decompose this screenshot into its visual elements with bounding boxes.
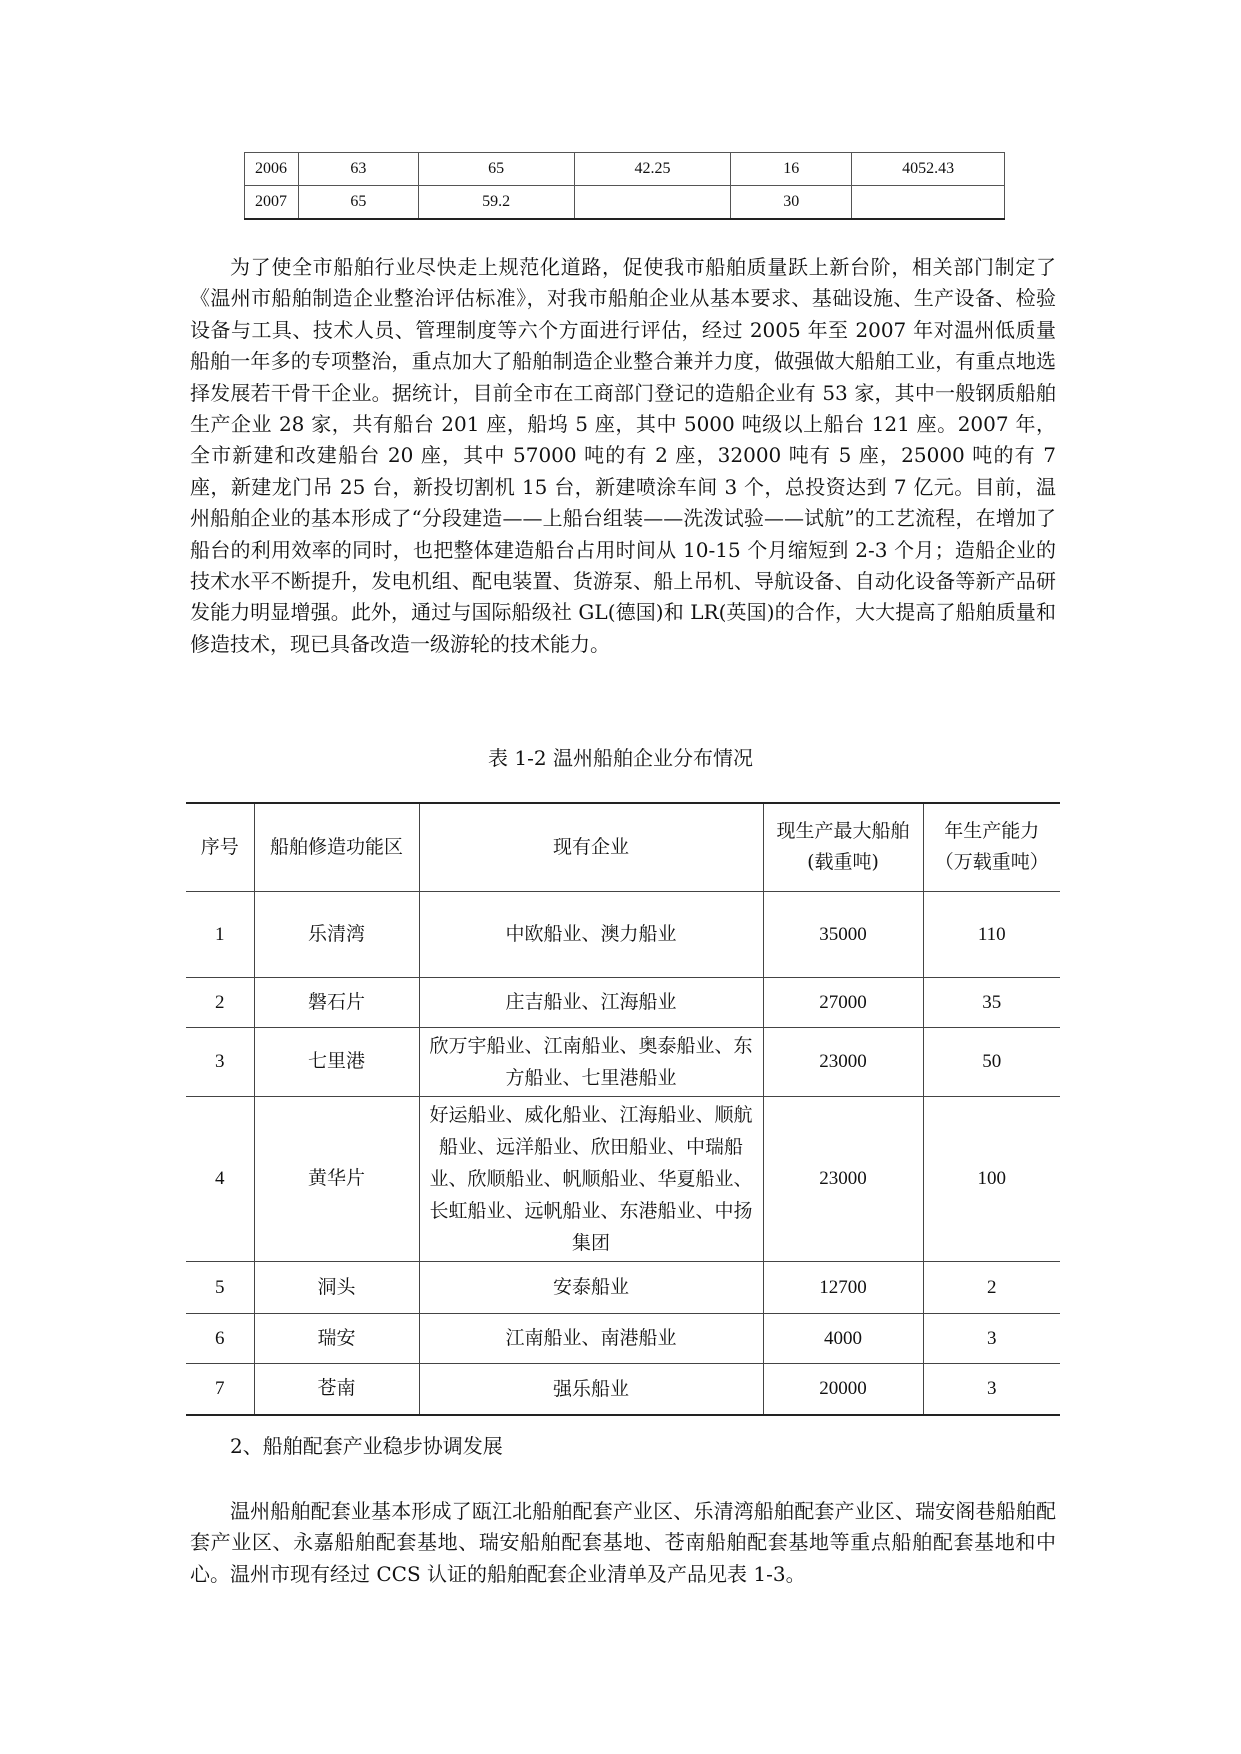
row-number: 4 (186, 1096, 254, 1261)
table-row (186, 1261, 1060, 1313)
shipbuilding-distribution-table (186, 802, 1060, 1416)
table-cell: 30 (731, 186, 852, 220)
table-cell: 63 (298, 153, 418, 186)
zone-cell: 洞头 (254, 1261, 419, 1313)
table-row (245, 153, 1005, 186)
table-cell: 65 (418, 153, 574, 186)
capacity-cell: 50 (923, 1027, 1060, 1096)
zone-cell: 瑞安 (254, 1313, 419, 1363)
max-ship-cell: 35000 (763, 891, 923, 977)
table-cell: 2007 (245, 186, 299, 220)
table-row (186, 891, 1060, 977)
max-ship-cell: 27000 (763, 977, 923, 1027)
table-cell (852, 186, 1005, 220)
max-ship-cell: 20000 (763, 1363, 923, 1415)
row-number: 7 (186, 1363, 254, 1415)
zone-cell: 磐石片 (254, 977, 419, 1027)
row-number: 1 (186, 891, 254, 977)
max-ship-cell: 4000 (763, 1313, 923, 1363)
table-row (186, 1096, 1060, 1261)
companies-cell: 中欧船业、澳力船业 (419, 891, 763, 977)
companies-cell: 强乐船业 (419, 1363, 763, 1415)
table-row (186, 977, 1060, 1027)
companies-cell: 好运船业、威化船业、江海船业、顺航船业、远洋船业、欣田船业、中瑞船业、欣顺船业、帆顺船业、华夏船业、长虹船业、远帆船业、东港船业、中扬集团 (419, 1096, 763, 1261)
zone-cell: 苍南 (254, 1363, 419, 1415)
companies-cell: 庄吉船业、江海船业 (419, 977, 763, 1027)
capacity-cell: 35 (923, 977, 1060, 1027)
capacity-cell: 2 (923, 1261, 1060, 1313)
capacity-cell: 3 (923, 1363, 1060, 1415)
row-number: 2 (186, 977, 254, 1027)
row-number: 3 (186, 1027, 254, 1096)
table-cell: 16 (731, 153, 852, 186)
companies-cell: 江南船业、南港船业 (419, 1313, 763, 1363)
column-header: 现有企业 (419, 803, 763, 891)
table-row (186, 1313, 1060, 1363)
table-cell: 4052.43 (852, 153, 1005, 186)
max-ship-cell: 23000 (763, 1027, 923, 1096)
row-number: 6 (186, 1313, 254, 1363)
row-number: 5 (186, 1261, 254, 1313)
companies-cell: 安泰船业 (419, 1261, 763, 1313)
table-cell: 2006 (245, 153, 299, 186)
column-header: 序号 (186, 803, 254, 891)
table-row (186, 1363, 1060, 1415)
body-paragraph: 温州船舶配套业基本形成了瓯江北船舶配套产业区、乐清湾船舶配套产业区、瑞安阁巷船舶配套产业区、永嘉船舶配套基地、瑞安船舶配套基地、苍南船舶配套基地等重点船舶配套基地和中心。温州市现有经过 CCS 认证的船舶配套企业清单及产品见表 1-3。 (190, 1499, 1056, 1586)
table-row (186, 1027, 1060, 1096)
table-cell: 65 (298, 186, 418, 220)
companies-cell: 欣万宇船业、江南船业、奥泰船业、东方船业、七里港船业 (419, 1027, 763, 1096)
table-cell: 42.25 (574, 153, 731, 186)
max-ship-cell: 12700 (763, 1261, 923, 1313)
zone-cell: 七里港 (254, 1027, 419, 1096)
capacity-cell: 110 (923, 891, 1060, 977)
body-paragraph: 为了使全市船舶行业尽快走上规范化道路，促使我市船舶质量跃上新台阶，相关部门制定了《温州市船舶制造企业整治评估标准》，对我市船舶企业从基本要求、基础设施、生产设备、检验设备与工具、技术人员、管理制度等六个方面进行评估，经过 2005 年至 2007 年对温州低质量船舶一年多的专项整治，重点加大了船舶制造企业整合兼并力度，做强做大船舶工业，有重点地选择发展若干骨干企业。据统计，目前全市在工商部门登记的造船企业有 53 家，其中一般钢质船舶生产企业 28 家，共有船台 201 座，船坞 5 座，其中 5000 吨级以上船台 121 座。2007 年，全市新建和改建船台 20 座，其中 57000 吨的有 2 座，32000 吨有 5 座，25000 吨的有 7 座，新建龙门吊 25 台，新投切割机 15 台，新建喷涂车间 3 个，总投资达到 7 亿元。目前，温州船舶企业的基本形成了“分段建造——上船台组装——洗泼试验——试航”的工艺流程，在增加了船台的利用效率的同时，也把整体建造船台占用时间从 10-15 个月缩短到 2-3 个月；造船企业的技术水平不断提升，发电机组、配电装置、货游泵、船上吊机、导航设备、自动化设备等新产品研发能力明显增强。此外，通过与国际船级社 GL(德国)和 LR(英国)的合作，大大提高了船舶质量和修造技术，现已具备改造一级游轮的技术能力。 (190, 255, 1056, 656)
max-ship-cell: 23000 (763, 1096, 923, 1261)
column-header: 船舶修造功能区 (254, 803, 419, 891)
table-cell (574, 186, 731, 220)
table-header-row (186, 803, 1060, 891)
table-row (245, 186, 1005, 220)
section-heading: 2、船舶配套产业稳步协调发展 (230, 1434, 503, 1458)
zone-cell: 乐清湾 (254, 891, 419, 977)
capacity-cell: 3 (923, 1313, 1060, 1363)
capacity-cell: 100 (923, 1096, 1060, 1261)
table-caption: 表 1-2 温州船舶企业分布情况 (488, 746, 753, 770)
column-header: 现生产最大船舶(载重吨) (763, 803, 923, 891)
table-cell: 59.2 (418, 186, 574, 220)
column-header: 年生产能力（万载重吨） (923, 803, 1060, 891)
zone-cell: 黄华片 (254, 1096, 419, 1261)
top-continuation-table (244, 152, 1005, 220)
